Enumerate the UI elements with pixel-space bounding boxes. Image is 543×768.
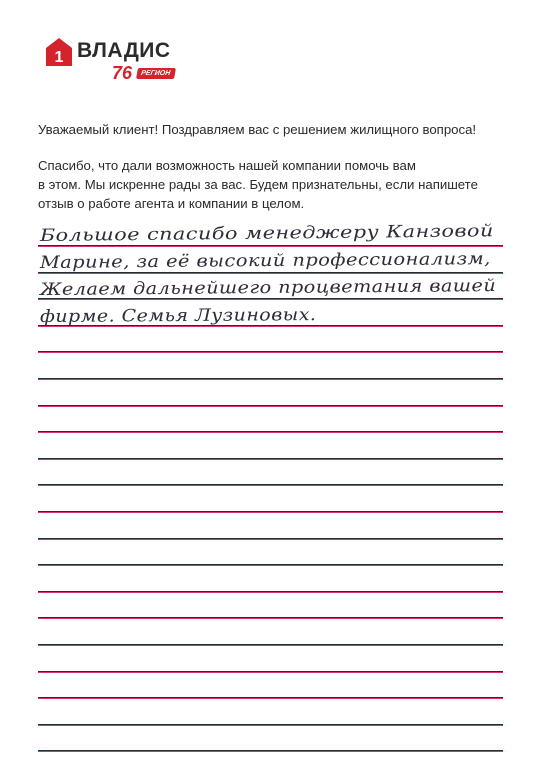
intro-line: Спасибо, что дали возможность нашей компании помочь вам xyxy=(38,158,416,173)
brand-name: ВЛАДИС xyxy=(77,39,171,62)
handwritten-line: Желаем дальнейшего процветания вашей xyxy=(39,276,497,300)
handwritten-line: Большое спасибо менеджеру Канзовой xyxy=(39,221,494,246)
handwritten-line: фирме. Семья Лузиновых. xyxy=(39,305,317,327)
intro-line: в этом. Мы искренне рады за вас. Будем признательны, если напишете xyxy=(38,177,478,192)
svg-text:1: 1 xyxy=(54,49,64,66)
greeting-text: Уважаемый клиент! Поздравляем вас с решением жилищного вопроса! xyxy=(38,122,477,137)
intro-line: отзыв о работе агента и компании в целом. xyxy=(38,196,305,211)
region-number: 76 xyxy=(112,63,133,83)
handwritten-line: Марине, за её высокий профессионализм, xyxy=(39,249,491,273)
region-word: РЕГИОН xyxy=(137,68,177,79)
